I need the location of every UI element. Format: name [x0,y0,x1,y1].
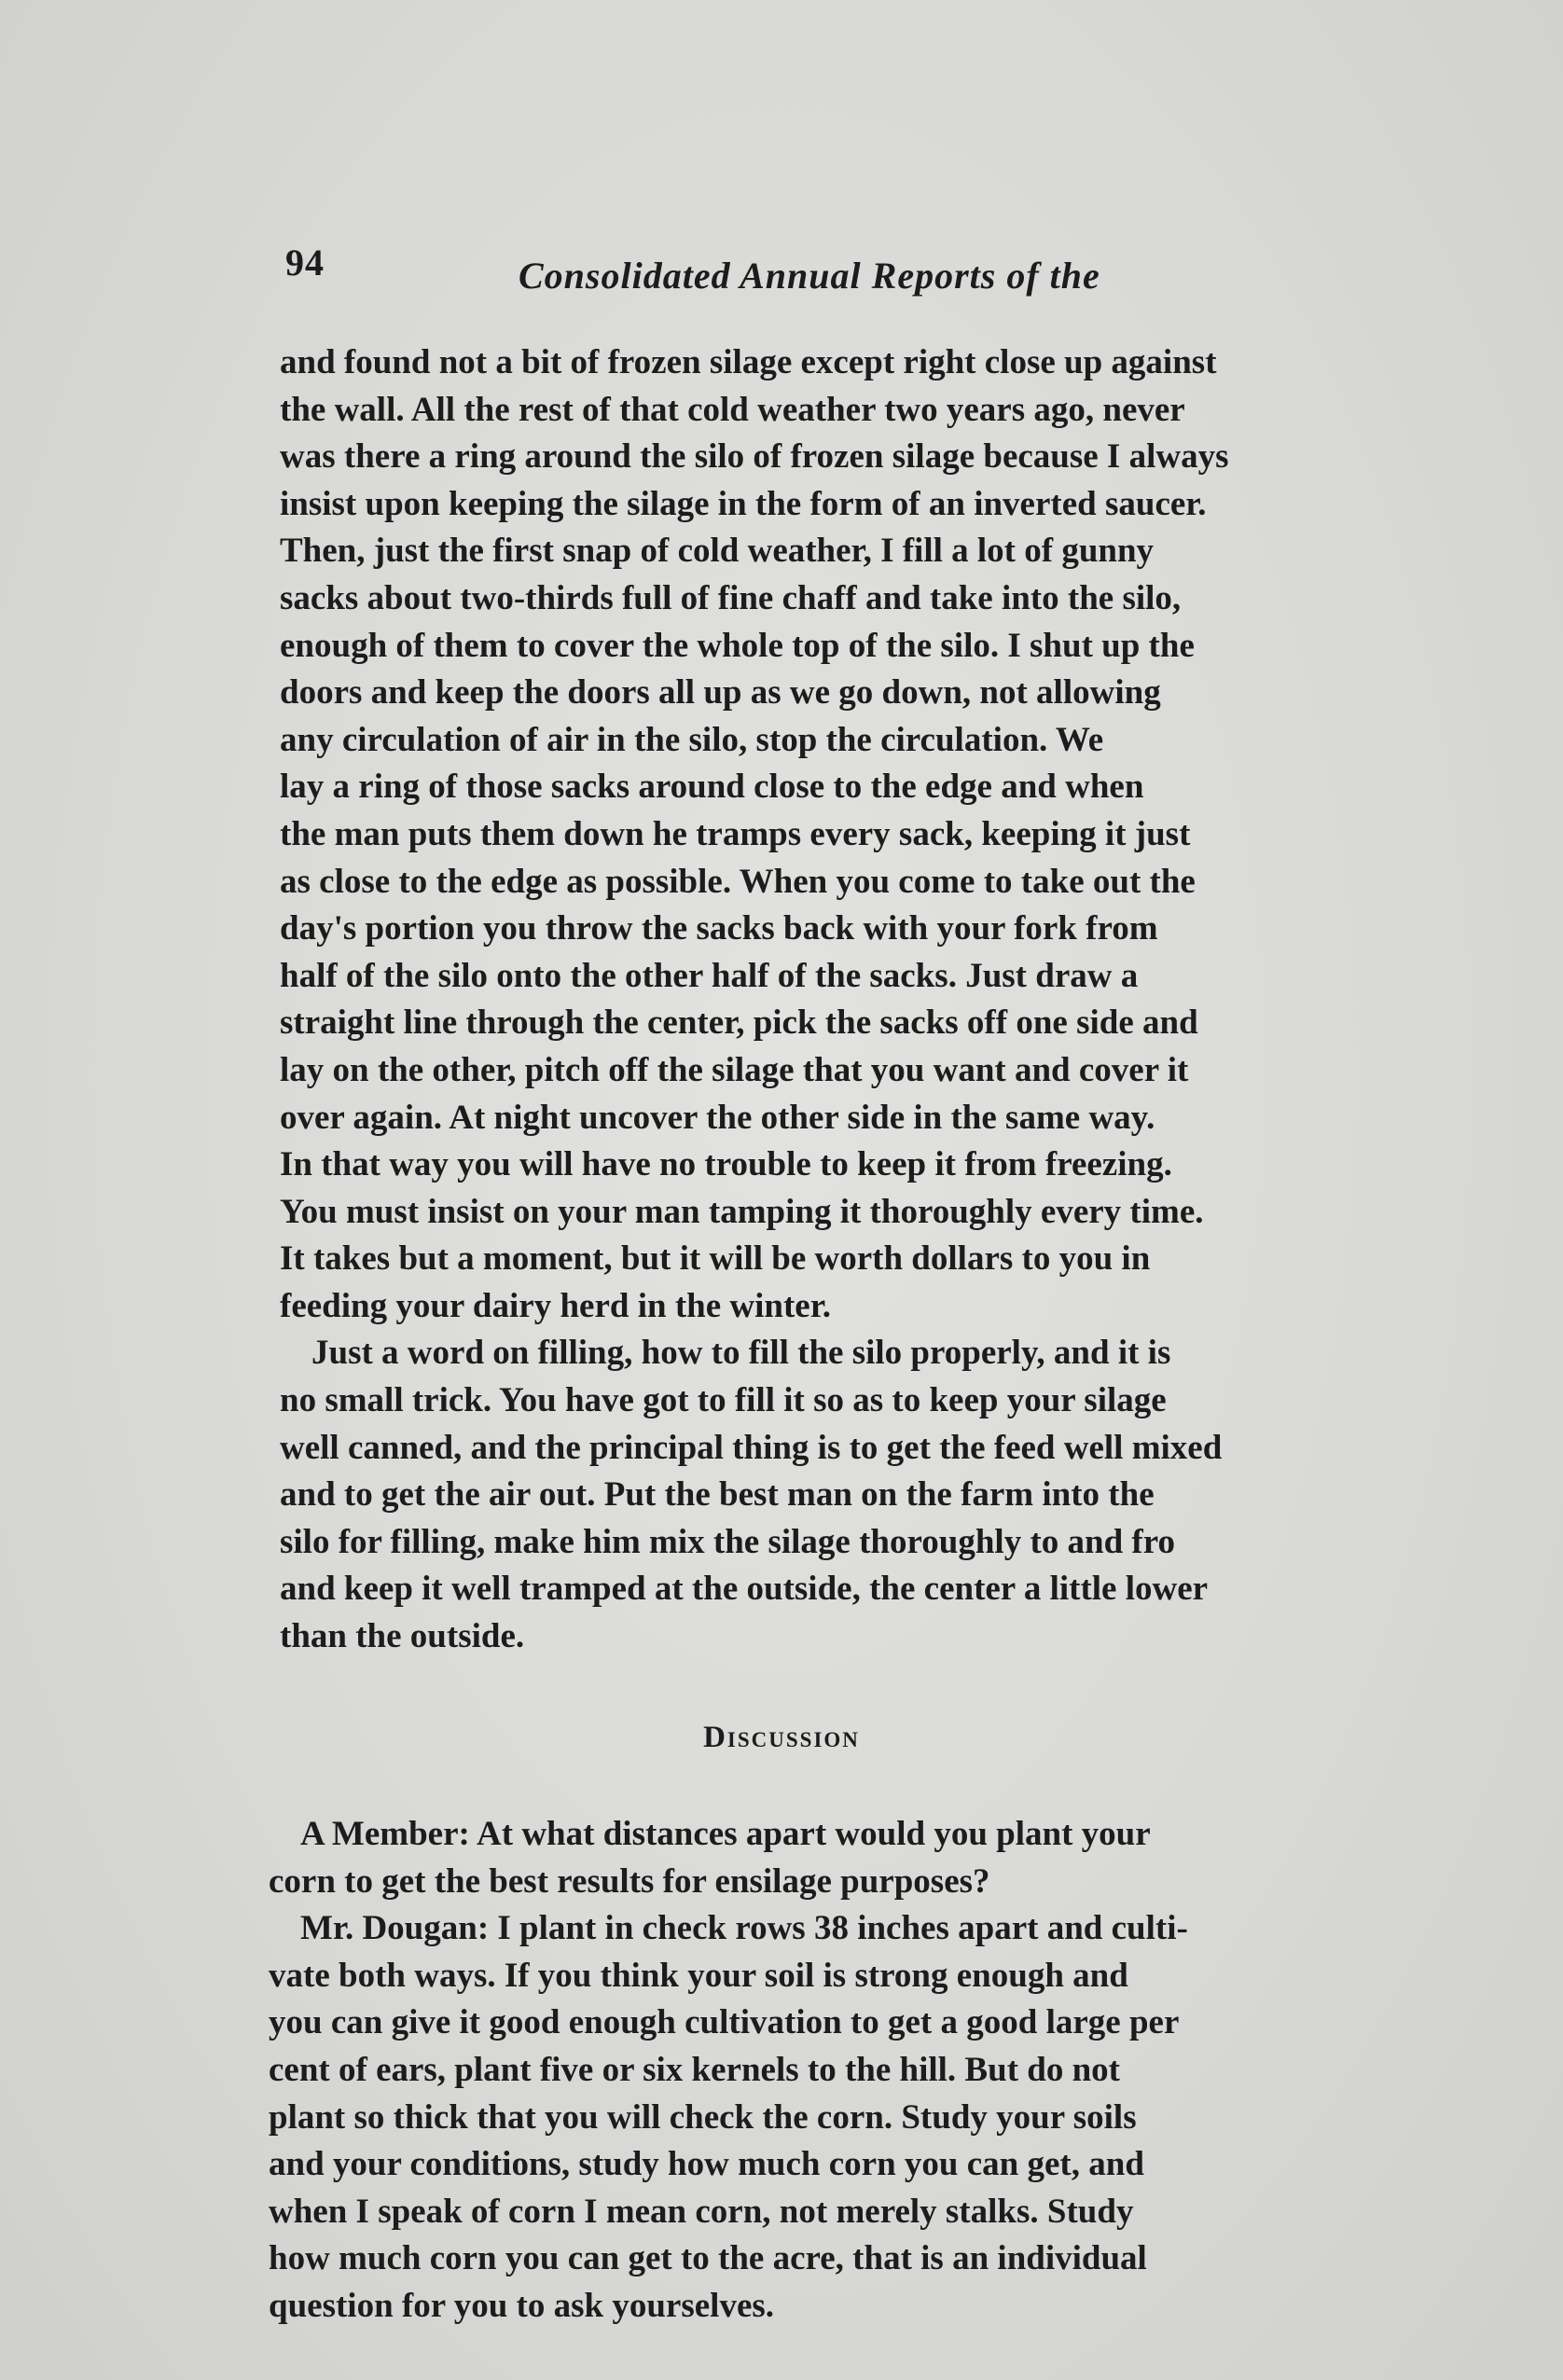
discussion-text [269,1811,1373,2331]
discussion-answer: Mr. Dougan: I plant in check rows 38 inches apart and culti- vate both ways. If you think your soil is strong enough and you can give it good enough cultivation to get a good large per cent of ears, plant five or six kernels to the hill. But do not plant so thick that you will check the corn. Study your soils and your conditions, study how much corn you can get, and when I speak of corn I mean corn, not merely stalks. Study how much corn you can get to the acre, that is an individual question for you to ask yourselves. [269,1909,1188,2325]
page-number: 94 [285,242,325,284]
page-header [285,241,1156,297]
body-text [280,339,1380,1661]
running-title: Consolidated Annual Reports of the [519,255,1100,297]
paragraph-silo-filling: Just a word on filling, how to fill the silo properly, and it is no small trick. You have got to fill it so as to keep your silage well canned, and the principal thing is to get the feed well mixed and to get the air out. Put the best man on the farm into the silo for filling, make him mix the silage thoroughly to and fro and keep it well tramped at the outside, the center a little lower than the outside. [280,1334,1223,1656]
paragraph-silage-storage: and found not a bit of frozen silage except right close up against the wall. All the rest of that cold weather two years ago, never was there a ring around the silo of frozen silage because I always insist upon keeping the silage in the form of an inverted saucer. Then, just the first snap of cold weather, I fill a lot of gunny sacks about two-thirds full of fine chaff and take into the silo, enough of them to cover the whole top of the silo. I shut up the doors and keep the doors all up as we go down, not allowing any circulation of air in the silo, stop the circulation. We lay a ring of those sacks around close to the edge and when the man puts them down he tramps every sack, keeping it just as close to the edge as possible. When you come to take out the day's portion you throw the sacks back with your fork from half of the silo onto the other half of the sacks. Just draw a straight line through the center, pick the sacks off one side and lay on the other, pitch off the silage that you want and cover it over again. At night uncover the other side in the same way. In that way you will have no trouble to keep it from freezing. You must insist on your man tamping it thoroughly every time. It takes but a moment, but it will be worth dollars to you in feeding your dairy herd in the winter. [280,343,1229,1325]
discussion-question: A Member: At what distances apart would you plant your corn to get the best results for ensilage purposes? [269,1815,1151,1901]
section-heading-discussion: Discussion [703,1721,860,1754]
